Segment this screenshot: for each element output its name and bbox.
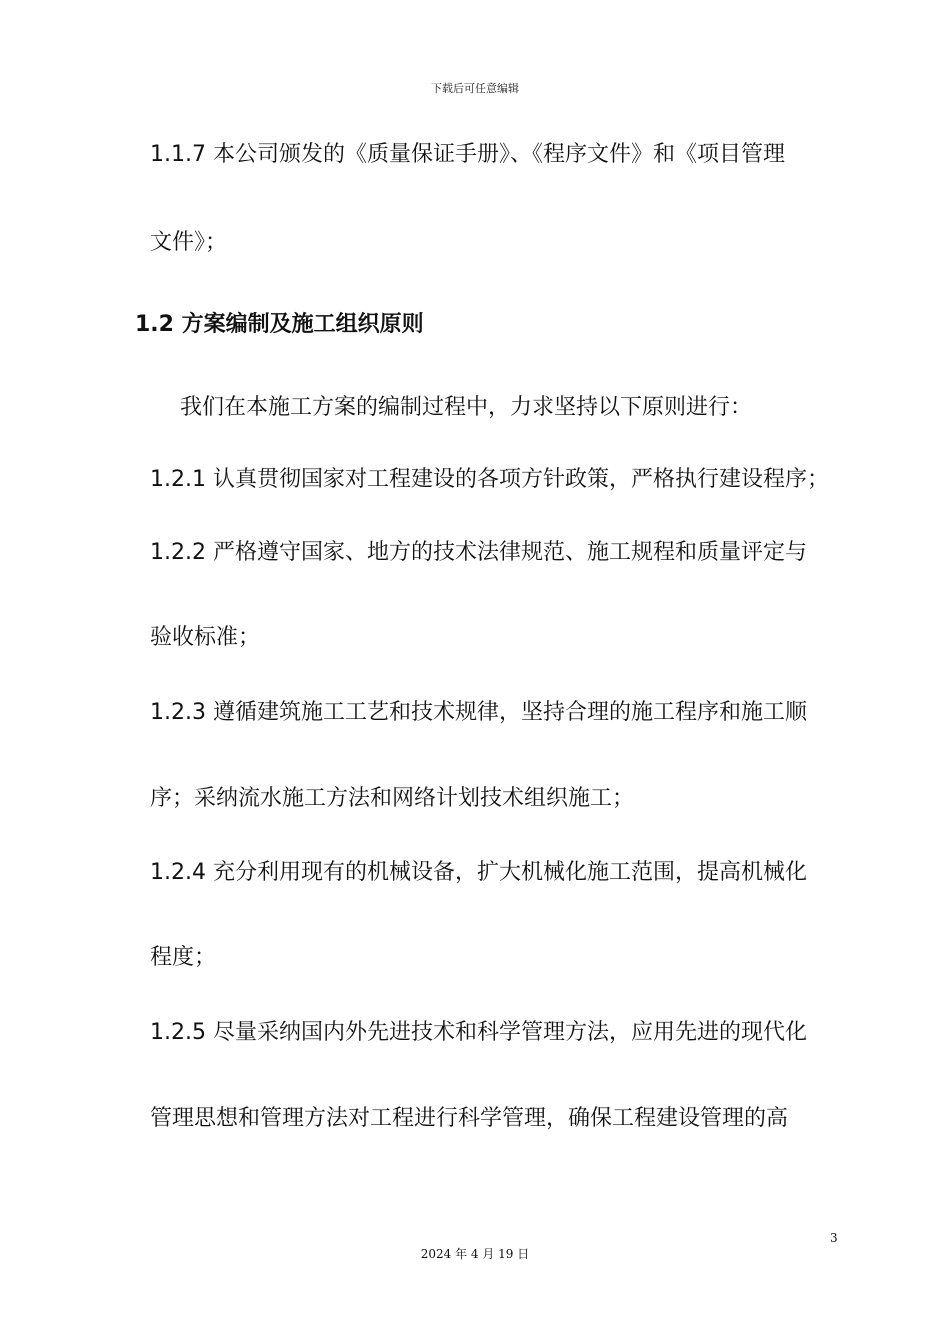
clause-1-2-4-line2: 程度； bbox=[150, 945, 217, 970]
footer-date: 2024 年 4 月 19 日 bbox=[420, 1247, 530, 1261]
clause-1-2-5-line1: 1.2.5 尽量采纳国内外先进技术和科学管理方法，应用先进的现代化 bbox=[150, 1020, 807, 1045]
clause-1-2-3-line2: 序；采纳流水施工方法和网络计划技术组织施工； bbox=[150, 786, 635, 811]
page-number: 3 bbox=[830, 1231, 838, 1245]
section-heading-1-2: 1.2 方案编制及施工组织原则 bbox=[135, 312, 424, 337]
clause-1-2-3-line1: 1.2.3 遵循建筑施工工艺和技术规律，坚持合理的施工程序和施工顺 bbox=[150, 700, 807, 725]
clause-1-1-7-line1: 1.1.7 本公司颁发的《质量保证手册》、《程序文件》和《项目管理 bbox=[150, 142, 785, 167]
clause-1-2-5-line2: 管理思想和管理方法对工程进行科学管理，确保工程建设管理的高 bbox=[150, 1106, 789, 1131]
page-header: 下载后可任意编辑 bbox=[431, 82, 519, 95]
clause-1-2-1: 1.2.1 认真贯彻国家对工程建设的各项方针政策，严格执行建设程序； bbox=[150, 467, 829, 492]
clause-1-2-4-line1: 1.2.4 充分利用现有的机械设备，扩大机械化施工范围，提高机械化 bbox=[150, 860, 807, 885]
clause-1-2-2-line2: 验收标准； bbox=[150, 625, 261, 650]
intro-paragraph: 我们在本施工方案的编制过程中，力求坚持以下原则进行： bbox=[180, 395, 753, 420]
clause-1-2-2-line1: 1.2.2 严格遵守国家、地方的技术法律规范、施工规程和质量评定与 bbox=[150, 540, 807, 565]
clause-1-1-7-line2: 文件》； bbox=[150, 230, 228, 255]
